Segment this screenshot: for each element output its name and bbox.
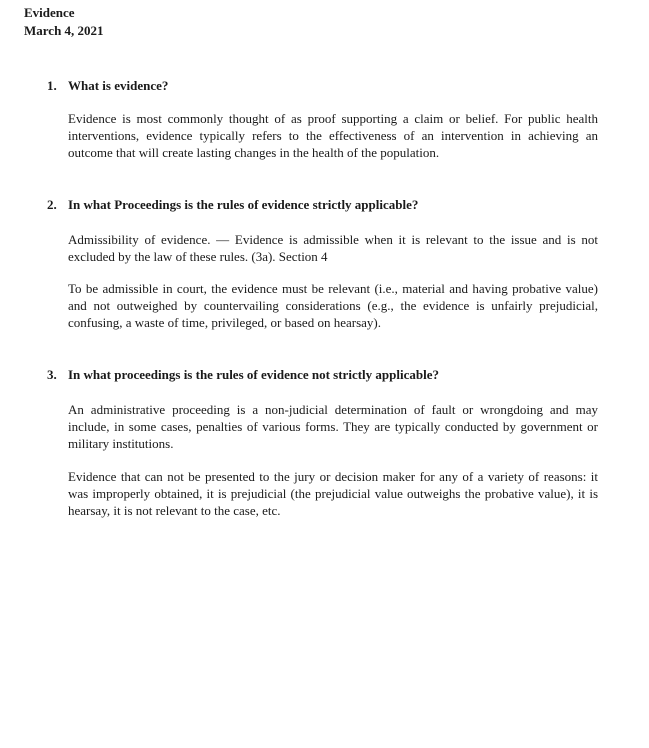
question-1-heading [47, 78, 168, 94]
question-2-text: In what Proceedings is the rules of evidence strictly applicable? [68, 197, 419, 212]
question-2-heading [47, 197, 418, 213]
question-3-number: 3. [47, 367, 57, 382]
answer-2-paragraph-2: To be admissible in court, the evidence must be relevant (i.e., material and having probative value) and not outweighed by countervailing considerations (e.g., the evidence is unfairly prejudicial, confusing, a waste of time, privileged, or based on hearsay). [68, 281, 598, 330]
question-3-heading [47, 367, 439, 383]
question-2-number: 2. [47, 197, 57, 212]
document-title: Evidence [24, 5, 75, 20]
answer-1-paragraph-1: Evidence is most commonly thought of as proof supporting a claim or belief. For public health interventions, evidence typically refers to the effectiveness of an intervention in achieving an outcome that will create lasting changes in the health of the population. [68, 111, 598, 160]
document-date: March 4, 2021 [24, 23, 104, 38]
answer-2-paragraph-1: Admissibility of evidence. — Evidence is admissible when it is relevant to the issue and is not excluded by the law of these rules. (3a). Section 4 [68, 232, 598, 264]
answer-3-paragraph-2: Evidence that can not be presented to the jury or decision maker for any of a variety of reasons: it was improperly obtained, it is prejudicial (the prejudicial value outweighs the probative value), it is hearsay, it is not relevant to the case, etc. [68, 469, 598, 518]
question-3-text: In what proceedings is the rules of evidence not strictly applicable? [68, 367, 439, 382]
question-1-number: 1. [47, 78, 57, 93]
answer-3-paragraph-1: An administrative proceeding is a non-judicial determination of fault or wrongdoing and may include, in some cases, penalties of various forms. They are typically conducted by government or military institutions. [68, 402, 598, 451]
question-1-text: What is evidence? [68, 78, 169, 93]
document-header [24, 4, 104, 40]
